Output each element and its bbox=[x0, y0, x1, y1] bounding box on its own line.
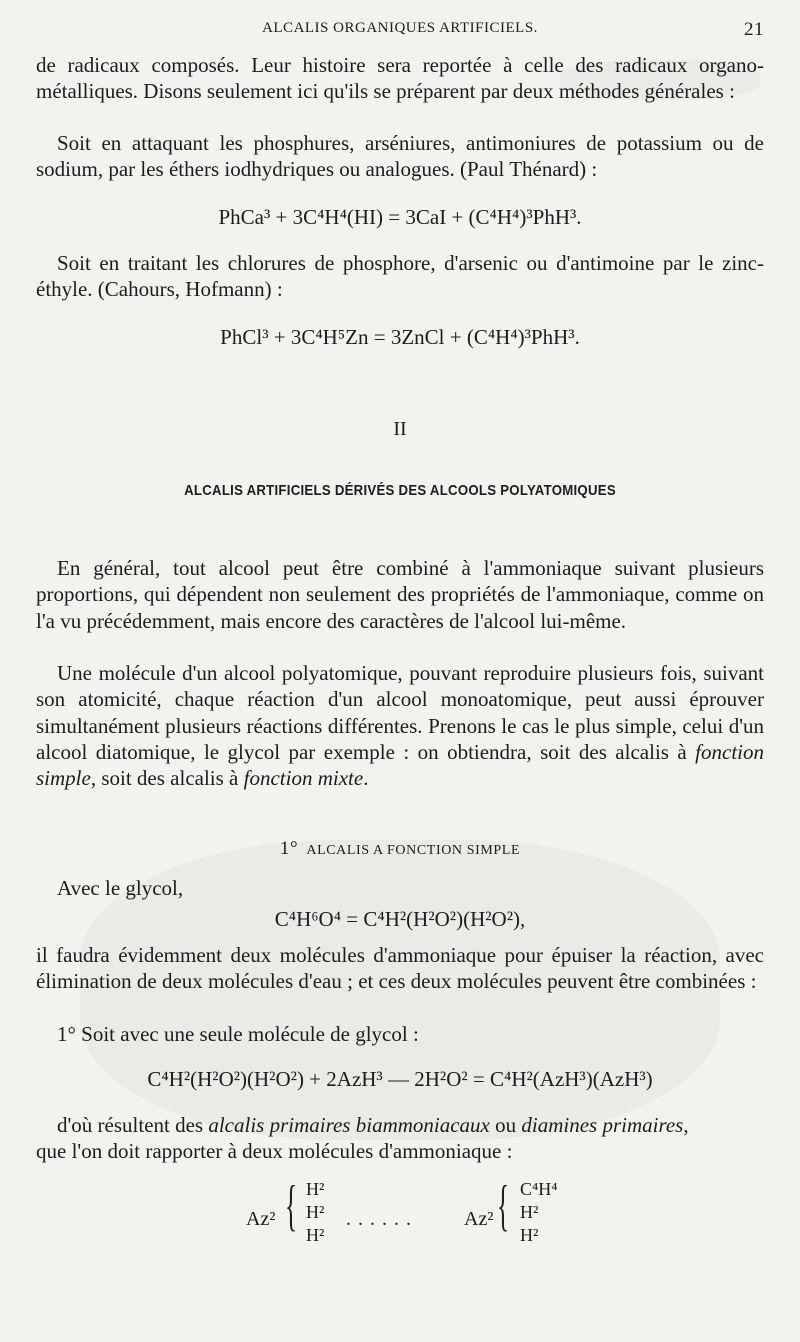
paragraph bbox=[36, 1112, 764, 1138]
formula-left-label: Az² bbox=[246, 1208, 276, 1230]
stack-item: H² bbox=[520, 1202, 539, 1222]
text-run: d'où résultent des bbox=[57, 1113, 209, 1137]
formula-dots: ...... bbox=[346, 1208, 418, 1230]
paragraph: 1° Soit avec une seule molécule de glycol : bbox=[57, 1022, 419, 1046]
paragraph: il faudra évidemment deux molécules d'ammoniaque pour épuiser la réaction, avec élimination de deux molécules d'eau ; et ces deux molécules peuvent être combinées : bbox=[36, 943, 764, 994]
section-title: ALCALIS ARTIFICIELS DÉRIVÉS DES ALCOOLS POLYATOMIQUES bbox=[184, 482, 616, 499]
section-numeral: II bbox=[393, 418, 407, 440]
page-number: 21 bbox=[744, 19, 764, 40]
text-run: . bbox=[363, 766, 369, 791]
text-run: , bbox=[683, 1113, 689, 1137]
paragraph: que l'on doit rapporter à deux molécules d'ammoniaque : bbox=[36, 1139, 513, 1163]
paragraph: de radicaux composés. Leur histoire sera reportée à celle des radicaux organo-métalliques. Disons seulement ici qu'ils se préparent par deux méthodes générales : bbox=[36, 53, 764, 104]
formula-right-stack bbox=[520, 1178, 558, 1247]
brace-right: { bbox=[497, 1175, 510, 1237]
stack-item: H² bbox=[306, 1225, 325, 1245]
paragraph: Soit en attaquant les phosphures, arséniures, antimoniures de potassium ou de sodium, par les éthers iodhydriques ou analogues. (Paul Thénard) : bbox=[36, 131, 764, 182]
brace-left: { bbox=[285, 1175, 298, 1237]
text-run: ou bbox=[489, 1113, 522, 1137]
stack-item: C⁴H⁴ bbox=[520, 1179, 558, 1199]
italic-term: diamines primaires bbox=[521, 1113, 684, 1137]
italic-term: alcalis primaires biammoniacaux bbox=[208, 1113, 490, 1137]
equation: C⁴H²(H²O²)(H²O²) + 2AzH³ — 2H²O² = C⁴H²(AzH³)(AzH³) bbox=[147, 1067, 653, 1091]
text-run: , soit des alcalis à bbox=[90, 766, 244, 791]
formula-left-stack bbox=[306, 1178, 324, 1247]
paragraph: Soit en traitant les chlorures de phosphore, d'arsenic ou d'antimoine par le zinc-éthyle. (Cahours, Hofmann) : bbox=[36, 251, 764, 302]
paragraph: En général, tout alcool peut être combiné à l'ammoniaque suivant plusieurs proportions, qui dépendent non seulement des propriétés de l'ammoniaque, comme on l'a vu précédemment, mais encore des caractères de l'alcool lui-même. bbox=[36, 556, 764, 633]
subsection-number: 1° bbox=[279, 838, 299, 859]
stack-item: H² bbox=[520, 1225, 539, 1245]
paragraph bbox=[36, 660, 764, 791]
formula-right-label: Az² bbox=[464, 1208, 494, 1230]
equation: C⁴H⁶O⁴ = C⁴H²(H²O²)(H²O²), bbox=[274, 907, 526, 931]
equation: PhCa³ + 3C⁴H⁴(HI) = 3CaI + (C⁴H⁴)³PhH³. bbox=[218, 205, 582, 229]
equation: PhCl³ + 3C⁴H⁵Zn = 3ZnCl + (C⁴H⁴)³PhH³. bbox=[220, 325, 580, 349]
glycol-label: Avec le glycol, bbox=[57, 876, 184, 900]
stack-item: H² bbox=[306, 1179, 325, 1199]
subsection-label: ALCALIS A FONCTION SIMPLE bbox=[306, 843, 521, 858]
running-title: ALCALIS ORGANIQUES ARTIFICIELS. bbox=[262, 20, 538, 36]
italic-term: fonction mixte bbox=[243, 766, 364, 791]
subsection-title bbox=[0, 838, 800, 860]
stack-item: H² bbox=[306, 1202, 325, 1222]
text-run: Une molécule d'un alcool polyatomique, pouvant reproduire plusieurs fois, suivant son atomicité, chaque réaction d'un alcool monoatomique, peut aussi éprouver simultanément plusieurs réactions différentes. Prenons le cas le plus simple, celui d'un alcool diatomique, le glycol par exemple : on obtiendra, soit des alcalis à bbox=[36, 661, 764, 764]
running-header bbox=[36, 20, 764, 42]
italic-term: fonction simple bbox=[36, 739, 764, 791]
